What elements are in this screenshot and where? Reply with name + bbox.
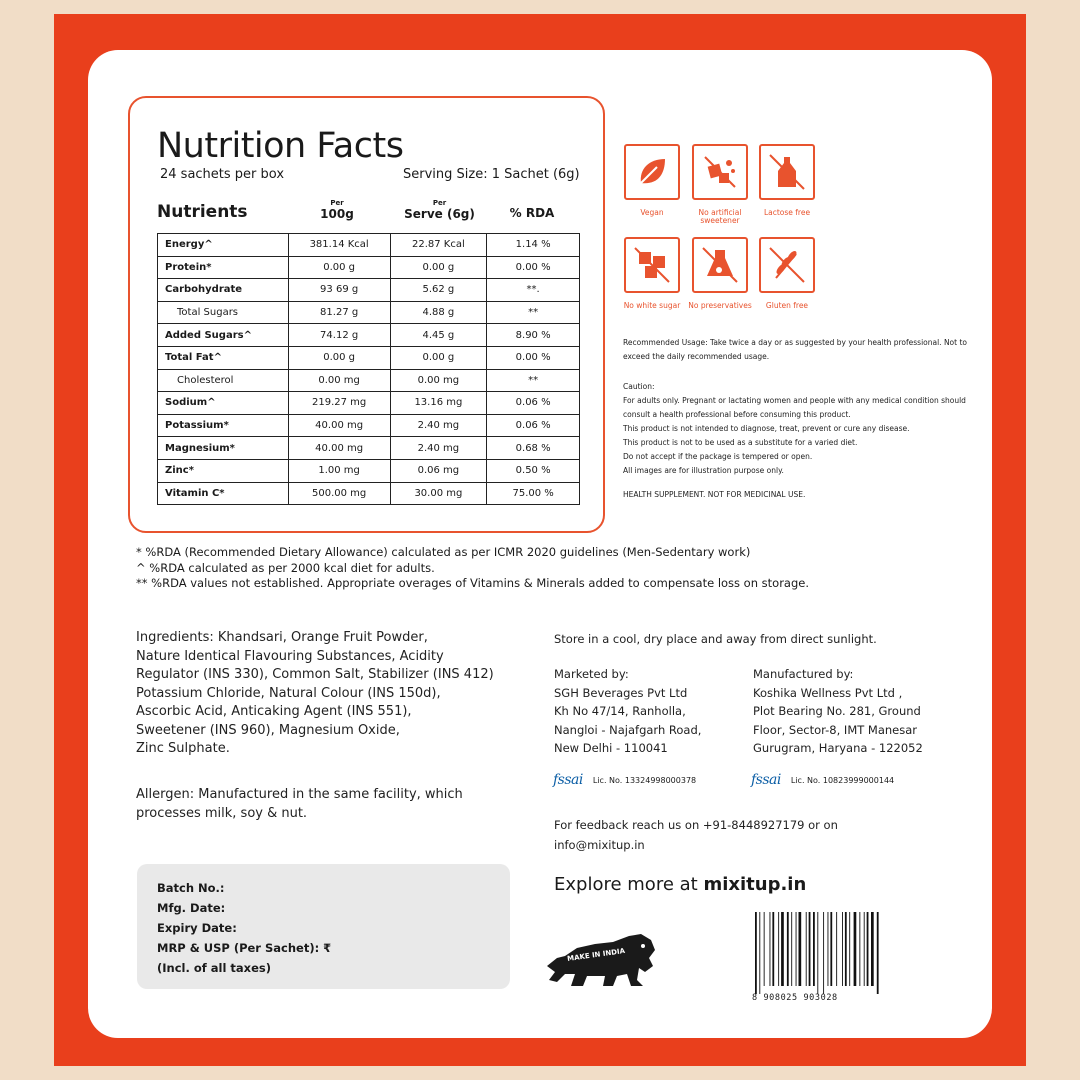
rda-value: ** bbox=[487, 301, 580, 324]
sachets-per-box: 24 sachets per box bbox=[160, 167, 285, 182]
badge-gluten-free bbox=[759, 237, 815, 293]
badge-label: Vegan bbox=[640, 208, 664, 217]
sweetener-crossed-icon bbox=[699, 151, 741, 193]
barcode-digits-right: 903028 bbox=[803, 993, 838, 1003]
ingredients-line: Regulator (INS 330), Common Salt, Stabilizer (INS 412) bbox=[136, 667, 494, 682]
barcode-bar bbox=[778, 912, 779, 986]
rda-value: 1.14 % bbox=[487, 234, 580, 257]
per-label: Per bbox=[330, 199, 344, 207]
address-line: New Delhi - 110041 bbox=[554, 741, 668, 755]
badge-label: No artificial sweetener bbox=[698, 208, 742, 225]
fssai-license-number: Lic. No. 10823999000144 bbox=[790, 775, 895, 785]
barcode bbox=[752, 912, 882, 1007]
batch-field: Batch No.: bbox=[157, 881, 225, 895]
per-100g-value: 1.00 mg bbox=[288, 459, 390, 482]
per-serve-header bbox=[402, 200, 477, 221]
per-serve-value: 0.06 mg bbox=[390, 459, 487, 482]
ingredients-text bbox=[136, 629, 536, 759]
rda-value: ** bbox=[487, 369, 580, 392]
per-serve-value: 0.00 g bbox=[390, 256, 487, 279]
badge-no-preservatives bbox=[692, 237, 748, 293]
batch-field: (Incl. of all taxes) bbox=[157, 961, 271, 975]
sugar-cubes-crossed-icon bbox=[631, 244, 673, 286]
caution-line: All images are for illustration purpose only. bbox=[623, 466, 784, 475]
badge-vegan bbox=[624, 144, 680, 200]
per-100g-header bbox=[307, 200, 367, 221]
barcode-bar bbox=[864, 912, 865, 986]
barcode-bar bbox=[770, 912, 771, 986]
rda-header: % RDA bbox=[509, 206, 555, 220]
barcode-bar bbox=[867, 912, 869, 986]
health-supplement-note: HEALTH SUPPLEMENT. NOT FOR MEDICINAL USE. bbox=[623, 490, 806, 499]
table-row bbox=[158, 392, 580, 415]
explore-prefix: Explore more at bbox=[554, 874, 704, 895]
table-row bbox=[158, 324, 580, 347]
per-serve-value: 2.40 mg bbox=[390, 414, 487, 437]
badge-lactose-free bbox=[759, 144, 815, 200]
fssai-license-number: Lic. No. 13324998000378 bbox=[592, 775, 697, 785]
nutrient-name: Vitamin C* bbox=[158, 482, 289, 505]
nutrient-name: Magnesium* bbox=[158, 437, 289, 460]
website-link[interactable]: mixitup.in bbox=[703, 874, 807, 895]
badge-no-artificial-sweetener bbox=[692, 144, 748, 200]
per-100g-value: 381.14 Kcal bbox=[288, 234, 390, 257]
storage-instructions: Store in a cool, dry place and away from direct sunlight. bbox=[554, 632, 877, 646]
explore-website bbox=[554, 874, 806, 895]
ingredients-line: Ascorbic Acid, Anticaking Agent (INS 551), bbox=[136, 704, 412, 719]
barcode-bars bbox=[752, 912, 880, 994]
per-serve-value: 4.88 g bbox=[390, 301, 487, 324]
flask-crossed-icon bbox=[699, 244, 741, 286]
rda-value: **. bbox=[487, 279, 580, 302]
caution-list bbox=[623, 394, 968, 478]
barcode-bar bbox=[849, 912, 850, 986]
nutrient-name: Total Fat^ bbox=[158, 346, 289, 369]
per-label: Per bbox=[432, 199, 447, 207]
barcode-bar bbox=[877, 912, 879, 994]
leaf-icon bbox=[631, 151, 673, 193]
barcode-bar bbox=[828, 912, 829, 986]
per-100g-value: 81.27 g bbox=[288, 301, 390, 324]
badge-label: No white sugar bbox=[623, 301, 681, 310]
badge-label: No preservatives bbox=[688, 301, 752, 310]
rda-value: 8.90 % bbox=[487, 324, 580, 347]
serving-size: Serving Size: 1 Sachet (6g) bbox=[403, 167, 580, 182]
nutrient-name: Energy^ bbox=[158, 234, 289, 257]
table-row bbox=[158, 346, 580, 369]
manufactured-by-address bbox=[753, 684, 923, 758]
barcode-digit-first: 8 bbox=[752, 993, 758, 1003]
per-serve-value: 4.45 g bbox=[390, 324, 487, 347]
feedback-line: For feedback reach us on +91-8448927179 or on bbox=[554, 818, 838, 832]
nutrient-name: Zinc* bbox=[158, 459, 289, 482]
fssai-logo: fssai bbox=[553, 772, 583, 788]
per-serve-value: 5.62 g bbox=[390, 279, 487, 302]
footnote-rda-not-established: ** %RDA values not established. Appropriate overages of Vitamins & Minerals added to compensate loss on storage. bbox=[136, 576, 810, 590]
per-serve-value: 30.00 mg bbox=[390, 482, 487, 505]
barcode-bar bbox=[809, 912, 811, 986]
per-serve-label: Serve (6g) bbox=[404, 207, 475, 221]
per-serve-value: 2.40 mg bbox=[390, 437, 487, 460]
caution-line: For adults only. Pregnant or lactating women and people with any medical condition should consult a health professional before consuming this product. bbox=[623, 396, 966, 419]
per-100g-value: 40.00 mg bbox=[288, 437, 390, 460]
caution-title: Caution: bbox=[623, 382, 655, 391]
barcode-bar bbox=[813, 912, 815, 986]
table-row bbox=[158, 234, 580, 257]
address-line: SGH Beverages Pvt Ltd bbox=[554, 685, 688, 700]
barcode-digits-left: 908025 bbox=[763, 993, 798, 1003]
fssai-license-manufacturer bbox=[751, 772, 894, 788]
batch-info-box bbox=[137, 864, 510, 989]
ingredients-line: Zinc Sulphate. bbox=[136, 741, 230, 756]
barcode-bar bbox=[772, 912, 774, 986]
marketed-by-title: Marketed by: bbox=[554, 667, 629, 681]
barcode-bar bbox=[871, 912, 874, 986]
address-line: Floor, Sector-8, IMT Manesar bbox=[753, 722, 918, 737]
address-line: Gurugram, Haryana - 122052 bbox=[753, 741, 923, 755]
batch-field: Expiry Date: bbox=[157, 921, 237, 935]
ingredients-line: Sweetener (INS 960), Magnesium Oxide, bbox=[136, 722, 400, 738]
per-serve-value: 0.00 g bbox=[390, 346, 487, 369]
fssai-license-marketer bbox=[553, 772, 696, 788]
per-serve-value: 0.00 mg bbox=[390, 369, 487, 392]
nutrition-table bbox=[157, 233, 580, 505]
make-in-india-text: MAKE IN INDIA bbox=[566, 946, 626, 964]
barcode-bar bbox=[799, 912, 802, 986]
marketed-by bbox=[554, 665, 701, 758]
rda-value: 0.00 % bbox=[487, 256, 580, 279]
nutrition-title: Nutrition Facts bbox=[157, 126, 404, 166]
marketed-by-address bbox=[554, 684, 701, 758]
barcode-digits bbox=[752, 993, 838, 1003]
barcode-bar bbox=[830, 912, 832, 986]
per-100g-value: 0.00 g bbox=[288, 256, 390, 279]
nutrients-header: Nutrients bbox=[157, 202, 248, 222]
badge-label: Gluten free bbox=[765, 301, 809, 310]
table-row bbox=[158, 437, 580, 460]
barcode-bar bbox=[806, 912, 807, 986]
address-line: Kh No 47/14, Ranholla, bbox=[554, 704, 686, 718]
make-in-india-logo bbox=[543, 930, 658, 990]
manufactured-by bbox=[753, 665, 923, 758]
barcode-bar bbox=[791, 912, 792, 986]
caution-line: This product is not intended to diagnose, treat, prevent or cure any disease. bbox=[623, 424, 910, 433]
nutrient-name: Potassium* bbox=[158, 414, 289, 437]
per-100g-value: 219.27 mg bbox=[288, 392, 390, 415]
barcode-bar bbox=[764, 912, 765, 986]
nutrient-name: Sodium^ bbox=[158, 392, 289, 415]
per-100g-value: 500.00 mg bbox=[288, 482, 390, 505]
barcode-bar bbox=[842, 912, 843, 986]
rda-value: 0.06 % bbox=[487, 392, 580, 415]
barcode-bar bbox=[859, 912, 860, 986]
table-row bbox=[158, 301, 580, 324]
badge-no-white-sugar bbox=[624, 237, 680, 293]
ingredients-line: Potassium Chloride, Natural Colour (INS 150d), bbox=[136, 685, 441, 701]
nutrient-name: Total Sugars bbox=[158, 301, 289, 324]
table-row bbox=[158, 459, 580, 482]
barcode-bar bbox=[787, 912, 789, 986]
table-row bbox=[158, 256, 580, 279]
fssai-logo: fssai bbox=[751, 772, 781, 788]
rda-value: 0.06 % bbox=[487, 414, 580, 437]
nutrient-name: Protein* bbox=[158, 256, 289, 279]
batch-field: Mfg. Date: bbox=[157, 901, 226, 915]
batch-field: MRP & USP (Per Sachet): ₹ bbox=[157, 941, 332, 955]
barcode-bar bbox=[845, 912, 847, 986]
footnote-rda-icmr: * %RDA (Recommended Dietary Allowance) calculated as per ICMR 2020 guidelines (Men-Sedentary work) bbox=[136, 545, 751, 559]
table-row bbox=[158, 369, 580, 392]
ingredients-line: Ingredients: Khandsari, Orange Fruit Powder, bbox=[136, 630, 428, 645]
lion-icon bbox=[543, 930, 658, 990]
per-serve-value: 13.16 mg bbox=[390, 392, 487, 415]
recommended-usage: Recommended Usage: Take twice a day or as suggested by your health professional. Not to exceed the daily recommended usage. bbox=[623, 338, 967, 361]
allergen-text bbox=[136, 786, 536, 823]
barcode-bar bbox=[755, 912, 757, 994]
address-line: Koshika Wellness Pvt Ltd , bbox=[753, 685, 903, 700]
barcode-bar bbox=[836, 912, 837, 986]
caution-line: Do not accept if the package is tempered or open. bbox=[623, 452, 813, 461]
barcode-bar bbox=[817, 912, 818, 994]
allergen-line: Allergen: Manufactured in the same facility, which bbox=[136, 787, 463, 802]
address-line: Plot Bearing No. 281, Ground bbox=[753, 704, 921, 718]
allergen-line: processes milk, soy & nut. bbox=[136, 805, 308, 821]
rda-value: 75.00 % bbox=[487, 482, 580, 505]
footnote-rda-kcal: ^ %RDA calculated as per 2000 kcal diet for adults. bbox=[136, 561, 435, 575]
table-row bbox=[158, 279, 580, 302]
address-line: Nangloi - Najafgarh Road, bbox=[554, 722, 702, 737]
rda-value: 0.50 % bbox=[487, 459, 580, 482]
caution-line: This product is not to be used as a substitute for a varied diet. bbox=[623, 438, 858, 447]
per-100g-value: 0.00 g bbox=[288, 346, 390, 369]
per-100g-value: 40.00 mg bbox=[288, 414, 390, 437]
barcode-bar bbox=[823, 912, 824, 994]
wheat-crossed-icon bbox=[766, 244, 808, 286]
feedback-contact bbox=[554, 815, 838, 855]
feedback-line: info@mixitup.in bbox=[554, 838, 645, 852]
barcode-bar bbox=[854, 912, 857, 986]
nutrient-name: Added Sugars^ bbox=[158, 324, 289, 347]
milk-bottle-crossed-icon bbox=[766, 151, 808, 193]
per-100g-value: 74.12 g bbox=[288, 324, 390, 347]
manufactured-by-title: Manufactured by: bbox=[753, 667, 854, 681]
nutrition-header bbox=[157, 200, 582, 230]
ingredients-line: Nature Identical Flavouring Substances, Acidity bbox=[136, 648, 444, 664]
nutrient-name: Carbohydrate bbox=[158, 279, 289, 302]
rda-value: 0.68 % bbox=[487, 437, 580, 460]
per-100g-value: 0.00 mg bbox=[288, 369, 390, 392]
badge-label: Lactose free bbox=[763, 208, 811, 217]
per-100g-value: 93 69 g bbox=[288, 279, 390, 302]
table-row bbox=[158, 414, 580, 437]
per-serve-value: 22.87 Kcal bbox=[390, 234, 487, 257]
rda-value: 0.00 % bbox=[487, 346, 580, 369]
barcode-bar bbox=[796, 912, 797, 986]
table-row bbox=[158, 482, 580, 505]
nutrient-name: Cholesterol bbox=[158, 369, 289, 392]
per-100g-label: 100g bbox=[320, 207, 354, 221]
barcode-bar bbox=[781, 912, 784, 986]
barcode-bar bbox=[759, 912, 760, 994]
